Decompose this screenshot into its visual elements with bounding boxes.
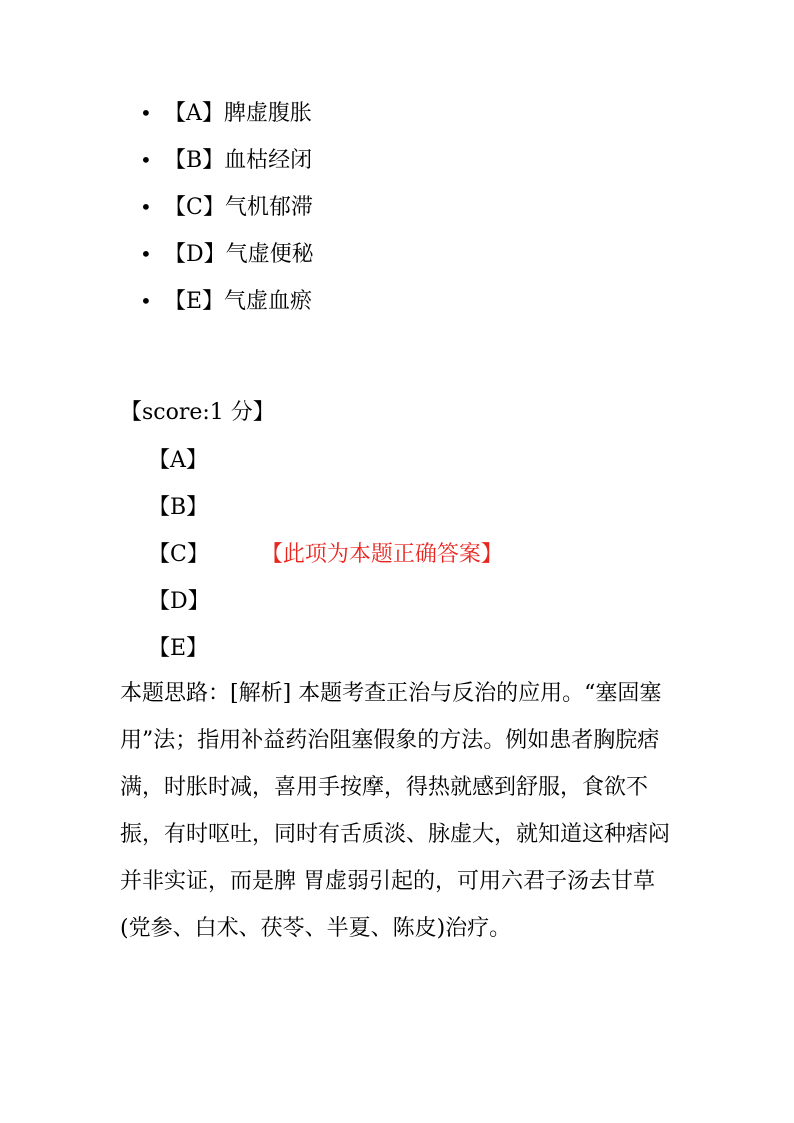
option-text: 【C】气机郁滞 — [164, 195, 313, 220]
answer-row-a — [148, 437, 503, 484]
analysis-text: 本题思路：[解析] 本题考查正治与反治的应用。“塞固塞用”法；指用补益药治阻塞假象的方法。例如患者胸脘痞满，时胀时减，喜用手按摩，得热就感到舒服，食欲不振，有时呕吐，同时有舌质淡、脉虚大，就知道这种痞闷并非实证，而是脾 胃虚弱引起的，可用六君子汤去甘草(党参、白术、茯苓、半夏、陈皮)治疗。 — [120, 681, 671, 941]
answer-label: 【E】 — [148, 636, 209, 661]
answer-label: 【A】 — [148, 448, 208, 473]
option-d — [140, 231, 314, 278]
answer-row-c — [148, 531, 503, 578]
answer-label: 【B】 — [148, 495, 209, 520]
correct-answer-marker: 【此项为本题正确答案】 — [260, 542, 503, 567]
answer-row-d — [148, 578, 503, 625]
option-text: 【B】血枯经闭 — [164, 148, 313, 173]
answer-label: 【C】 — [148, 542, 209, 567]
bullet: • — [140, 289, 152, 313]
option-a — [140, 90, 314, 137]
option-text: 【D】气虚便秘 — [164, 242, 314, 267]
answer-row-b — [148, 484, 503, 531]
bullet: • — [140, 242, 152, 266]
option-text: 【A】脾虚腹胀 — [164, 101, 312, 126]
score-label: 【score:1 分】 — [120, 400, 275, 425]
bullet: • — [140, 148, 152, 172]
option-e — [140, 278, 314, 325]
option-text: 【E】气虚血瘀 — [164, 289, 313, 314]
bullet: • — [140, 195, 152, 219]
option-list — [140, 90, 314, 325]
answer-row-e — [148, 625, 503, 672]
option-c — [140, 184, 314, 231]
option-b — [140, 137, 314, 184]
bullet: • — [140, 101, 152, 125]
answer-label: 【D】 — [148, 589, 210, 614]
answer-list — [148, 437, 503, 672]
